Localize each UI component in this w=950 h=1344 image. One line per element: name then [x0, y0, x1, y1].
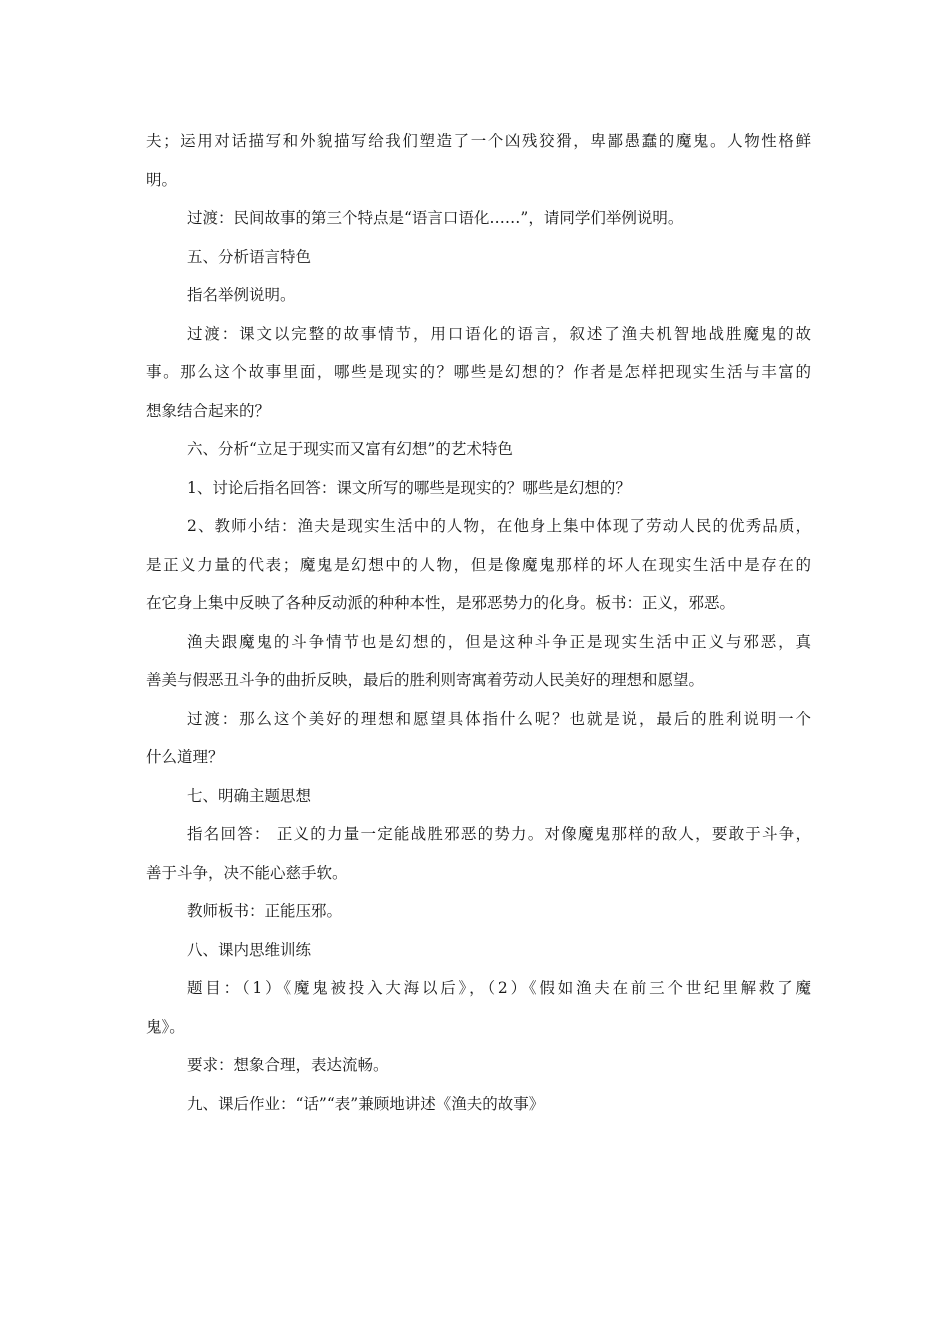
paragraph-line: 题目：（1）《魔鬼被投入大海以后》，（2）《假如渔夫在前三个世纪里解救了魔: [187, 979, 811, 997]
section-heading: 六、分析“立足于现实而又富有幻想”的艺术特色: [187, 440, 513, 458]
paragraph-line: 夫；运用对话描写和外貌描写给我们塑造了一个凶残狡猾，卑鄙愚蠢的魔鬼。人物性格鲜: [146, 132, 811, 150]
paragraph-line: 渔夫跟魔鬼的斗争情节也是幻想的，但是这种斗争正是现实生活中正义与邪恶，真: [187, 632, 811, 651]
paragraph-line: 教师板书：正能压邪。: [187, 902, 343, 920]
paragraph-line: 想象结合起来的？: [146, 401, 271, 420]
section-heading: 九、课后作业：“话”“表”兼顾地讲述《渔夫的故事》: [187, 1094, 545, 1113]
paragraph-line: 1、讨论后指名回答：课文所写的哪些是现实的？哪些是幻想的？: [187, 478, 631, 497]
section-heading: 五、分析语言特色: [187, 247, 312, 266]
paragraph-line: 指名回答： 正义的力量一定能战胜邪恶的势力。对像魔鬼那样的敌人，要敢于斗争，: [187, 825, 811, 843]
paragraph-line: 过渡：课文以完整的故事情节，用口语化的语言，叙述了渔夫机智地战胜魔鬼的故: [187, 324, 811, 343]
paragraph-line: 是正义力量的代表；魔鬼是幻想中的人物，但是像魔鬼那样的坏人在现实生活中是存在的: [146, 555, 811, 574]
paragraph-line: 2、教师小结：渔夫是现实生活中的人物，在他身上集中体现了劳动人民的优秀品质，: [187, 517, 811, 535]
paragraph-line: 指名举例说明。: [187, 286, 296, 304]
paragraph-line: 明。: [146, 170, 178, 189]
paragraph-line: 事。那么这个故事里面，哪些是现实的？哪些是幻想的？作者是怎样把现实生活与丰富的: [146, 363, 811, 381]
section-heading: 八、课内思维训练: [187, 940, 312, 959]
paragraph-line: 要求：想象合理，表达流畅。: [187, 1056, 389, 1074]
paragraph-line: 过渡：民间故事的第三个特点是“语言口语化……”，请同学们举例说明。: [187, 209, 684, 227]
paragraph-line: 在它身上集中反映了各种反动派的种种本性，是邪恶势力的化身。板书：正义，邪恶。: [146, 594, 736, 612]
paragraph-line: 过渡：那么这个美好的理想和愿望具体指什么呢？也就是说，最后的胜利说明一个: [187, 709, 811, 728]
paragraph-line: 善于斗争，决不能心慈手软。: [146, 863, 348, 882]
paragraph-line: 鬼》。: [146, 1017, 185, 1036]
paragraph-line: 善美与假恶丑斗争的曲折反映，最后的胜利则寄寓着劳动人民美好的理想和愿望。: [146, 671, 705, 689]
document-body: [146, 122, 811, 1123]
section-heading: 七、明确主题思想: [187, 786, 312, 805]
paragraph-line: 什么道理？: [146, 748, 224, 766]
